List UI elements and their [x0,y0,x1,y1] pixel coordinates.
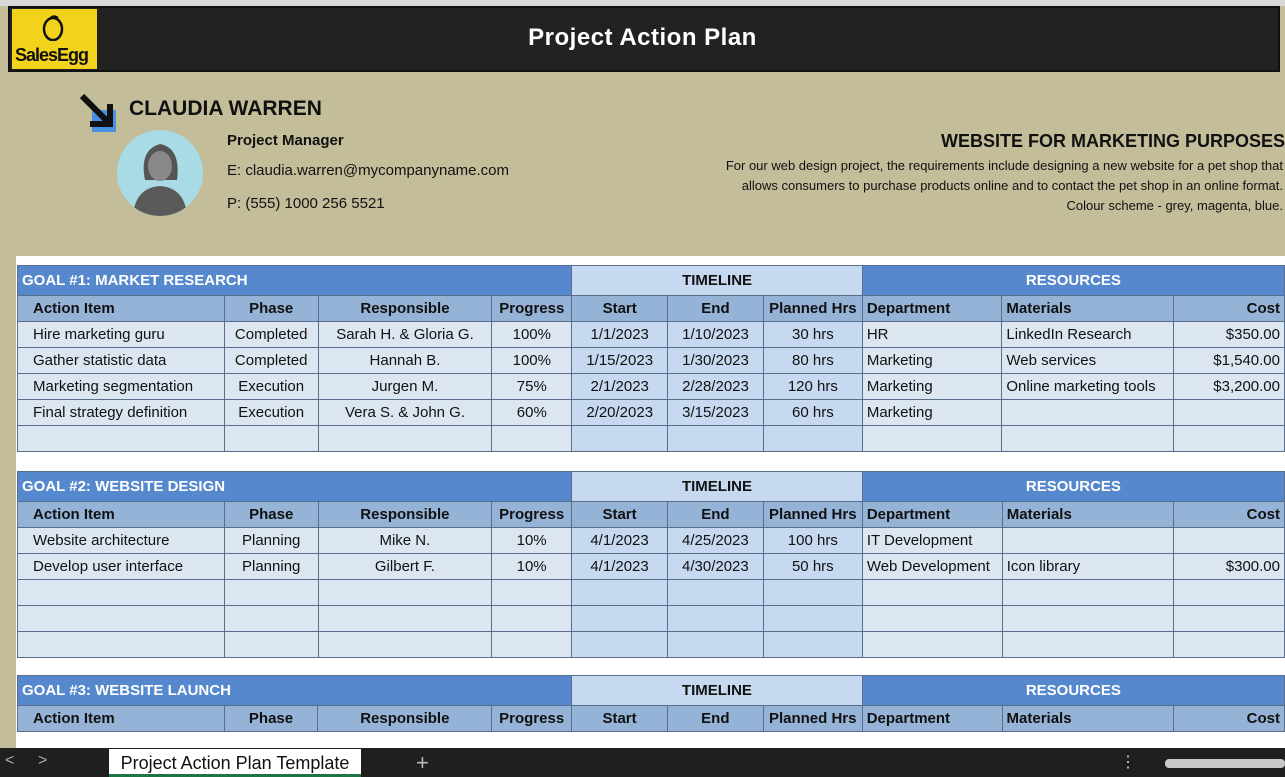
table-cell[interactable] [1174,400,1285,426]
table-cell[interactable]: Marketing [862,400,1002,426]
table-row [18,322,1285,348]
column-header[interactable]: Planned Hrs [763,296,862,322]
table-cell[interactable] [224,632,318,658]
column-header[interactable]: Progress [492,296,572,322]
table-cell[interactable] [1174,426,1285,452]
table-cell[interactable]: Web Development [862,554,1002,580]
person-role: Project Manager [227,132,344,149]
table-row [18,374,1285,400]
table-cell[interactable] [492,632,572,658]
table-cell[interactable] [862,606,1002,632]
table-cell[interactable] [492,580,572,606]
table-cell[interactable]: Completed [224,348,318,374]
table-row [18,426,1285,452]
table-cell[interactable]: 1/15/2023 [572,348,668,374]
table-cell[interactable]: Marketing segmentation [18,374,225,400]
person-name: CLAUDIA WARREN [129,97,322,120]
add-sheet-button[interactable]: + [416,750,429,775]
table-cell[interactable]: Develop user interface [18,554,225,580]
column-header[interactable]: Action Item [18,502,225,528]
table-cell[interactable]: $1,540.00 [1174,348,1285,374]
table-cell[interactable] [862,426,1002,452]
column-header[interactable]: Department [862,296,1002,322]
arrow-down-right-icon [78,92,118,132]
table-cell[interactable] [318,580,492,606]
goal-table [17,265,1285,452]
table-row [18,606,1285,632]
table-cell[interactable] [492,426,572,452]
table-cell[interactable] [1002,580,1173,606]
column-header[interactable]: Progress [492,502,572,528]
table-cell[interactable]: Marketing [862,348,1002,374]
table-cell[interactable]: LinkedIn Research [1002,322,1174,348]
table-cell[interactable] [667,606,763,632]
column-header[interactable]: Action Item [18,296,225,322]
table-cell[interactable]: $3,200.00 [1174,374,1285,400]
table-cell[interactable]: 100% [492,322,572,348]
table-cell[interactable]: 50 hrs [763,554,862,580]
person-email[interactable]: E: claudia.warren@mycompanyname.com [227,162,510,179]
table-cell[interactable]: 10% [492,554,572,580]
project-desc-line: Colour scheme - grey, magenta, blue. [1066,198,1283,213]
table-cell[interactable]: Web services [1002,348,1174,374]
goal-title[interactable]: GOAL #3: WEBSITE LAUNCH [18,676,572,706]
table-cell[interactable]: Hannah B. [318,348,492,374]
timeline-header[interactable]: TIMELINE [572,266,863,296]
table-cell[interactable] [763,632,862,658]
table-cell[interactable]: Online marketing tools [1002,374,1174,400]
table-row [18,632,1285,658]
table-cell[interactable]: 1/1/2023 [572,322,668,348]
logo-text: SalesEgg [15,45,89,65]
column-header[interactable]: Phase [224,502,318,528]
column-header[interactable]: Planned Hrs [763,706,862,732]
table-cell[interactable]: Execution [224,400,318,426]
table-cell[interactable]: Gilbert F. [318,554,492,580]
table-cell[interactable]: Gather statistic data [18,348,225,374]
column-header[interactable]: Cost [1174,706,1285,732]
table-cell[interactable] [572,606,668,632]
table-cell[interactable] [318,632,492,658]
column-header[interactable]: Department [862,502,1002,528]
table-cell[interactable] [763,426,862,452]
table-cell[interactable] [18,606,225,632]
page-title: Project Action Plan [528,24,757,51]
table-cell[interactable] [18,426,225,452]
timeline-header[interactable]: TIMELINE [572,472,863,502]
column-header[interactable]: Cost [1174,502,1285,528]
table-cell[interactable]: Jurgen M. [318,374,492,400]
table-cell[interactable] [318,606,492,632]
table-cell[interactable]: Mike N. [318,528,492,554]
prev-sheet-button[interactable]: < [5,752,15,769]
user-silhouette-icon [117,130,203,216]
column-header[interactable]: Progress [492,706,572,732]
project-desc-line: allows consumers to purchase products online and to contact the pet shop in an online format. [741,178,1283,193]
table-cell[interactable] [1174,580,1285,606]
column-header[interactable]: Action Item [18,706,225,732]
project-desc-line: For our web design project, the requirements include designing a new website for a pet shop that [725,158,1283,173]
goal-table [17,675,1285,732]
table-cell[interactable]: 10% [492,528,572,554]
table-cell[interactable]: Planning [224,554,318,580]
table-cell[interactable]: 30 hrs [763,322,862,348]
table-cell[interactable]: Final strategy definition [18,400,225,426]
table-cell[interactable] [1002,528,1173,554]
table-cell[interactable]: 60% [492,400,572,426]
column-header[interactable]: Cost [1174,296,1285,322]
column-header[interactable]: Phase [224,296,318,322]
table-row [18,528,1285,554]
table-cell[interactable]: 100% [492,348,572,374]
project-title: WEBSITE FOR MARKETING PURPOSES [940,131,1285,151]
table-cell[interactable]: $300.00 [1174,554,1285,580]
table-cell[interactable] [224,606,318,632]
table-cell[interactable] [318,426,492,452]
table-cell[interactable] [224,426,318,452]
table-cell[interactable]: IT Development [862,528,1002,554]
next-sheet-button[interactable]: > [38,752,48,769]
column-header[interactable]: Materials [1002,706,1174,732]
table-cell[interactable]: Website architecture [18,528,225,554]
table-cell[interactable] [18,580,225,606]
table-cell[interactable] [862,632,1002,658]
table-cell[interactable]: 2/20/2023 [572,400,668,426]
table-row [18,554,1285,580]
table-cell[interactable] [1174,606,1285,632]
table-cell[interactable]: 1/10/2023 [668,322,764,348]
table-cell[interactable]: 2/1/2023 [572,374,668,400]
column-header[interactable]: End [667,706,763,732]
project-description [643,156,1283,216]
column-header[interactable]: Start [572,502,668,528]
table-cell[interactable] [763,606,862,632]
resources-header[interactable]: RESOURCES [862,676,1284,706]
table-cell[interactable]: Hire marketing guru [18,322,225,348]
resources-header[interactable]: RESOURCES [862,472,1284,502]
table-cell[interactable] [862,580,1002,606]
table-cell[interactable]: HR [862,322,1002,348]
avatar [117,130,203,216]
table-cell[interactable] [492,606,572,632]
column-header[interactable]: Phase [224,706,318,732]
more-options-icon[interactable]: ⋮ [1120,754,1136,771]
table-cell[interactable] [1174,632,1285,658]
table-cell[interactable]: Completed [224,322,318,348]
scrollbar-thumb[interactable] [1165,759,1285,768]
table-cell[interactable]: Marketing [862,374,1002,400]
table-row [18,580,1285,606]
goal-title[interactable]: GOAL #1: MARKET RESEARCH [18,266,572,296]
table-row [18,400,1285,426]
person-phone: P: (555) 1000 256 5521 [227,195,385,212]
table-row [18,348,1285,374]
table-cell[interactable]: 3/15/2023 [668,400,764,426]
table-cell[interactable] [18,632,225,658]
table-cell[interactable] [572,580,668,606]
table-cell[interactable] [668,426,764,452]
column-header[interactable]: Start [572,296,668,322]
column-header[interactable]: Responsible [318,706,492,732]
table-cell[interactable]: 2/28/2023 [668,374,764,400]
table-cell[interactable]: 60 hrs [763,400,862,426]
table-cell[interactable]: 4/1/2023 [572,528,668,554]
table-cell[interactable] [1002,426,1174,452]
table-cell[interactable]: Icon library [1002,554,1173,580]
table-cell[interactable] [1002,632,1173,658]
table-cell[interactable]: 80 hrs [763,348,862,374]
table-cell[interactable] [1174,528,1285,554]
goal-title[interactable]: GOAL #2: WEBSITE DESIGN [18,472,572,502]
table-cell[interactable]: 4/25/2023 [667,528,763,554]
table-cell[interactable]: 1/30/2023 [668,348,764,374]
column-header[interactable]: Start [572,706,668,732]
column-header[interactable]: Responsible [318,296,492,322]
column-header[interactable]: Planned Hrs [763,502,862,528]
table-cell[interactable] [572,632,668,658]
table-cell[interactable]: 4/30/2023 [667,554,763,580]
column-header[interactable]: Materials [1002,296,1174,322]
timeline-header[interactable]: TIMELINE [572,676,863,706]
table-cell[interactable]: $350.00 [1174,322,1285,348]
table-cell[interactable] [667,580,763,606]
table-cell[interactable] [763,580,862,606]
table-cell[interactable] [224,580,318,606]
table-cell[interactable]: 75% [492,374,572,400]
table-cell[interactable]: Planning [224,528,318,554]
resources-header[interactable]: RESOURCES [862,266,1284,296]
goal-table [17,471,1285,658]
table-cell[interactable] [667,632,763,658]
table-cell[interactable]: Vera S. & John G. [318,400,492,426]
table-cell[interactable] [1002,606,1173,632]
table-cell[interactable] [572,426,668,452]
column-header[interactable]: Department [862,706,1002,732]
table-cell[interactable] [1002,400,1174,426]
sheet-tab[interactable]: Project Action Plan Template [109,749,361,777]
table-cell[interactable]: Sarah H. & Gloria G. [318,322,492,348]
column-header[interactable]: Materials [1002,502,1173,528]
table-cell[interactable]: 100 hrs [763,528,862,554]
table-cell[interactable]: Execution [224,374,318,400]
table-cell[interactable]: 120 hrs [763,374,862,400]
table-cell[interactable]: 4/1/2023 [572,554,668,580]
column-header[interactable]: End [668,296,764,322]
column-header[interactable]: Responsible [318,502,492,528]
column-header[interactable]: End [667,502,763,528]
